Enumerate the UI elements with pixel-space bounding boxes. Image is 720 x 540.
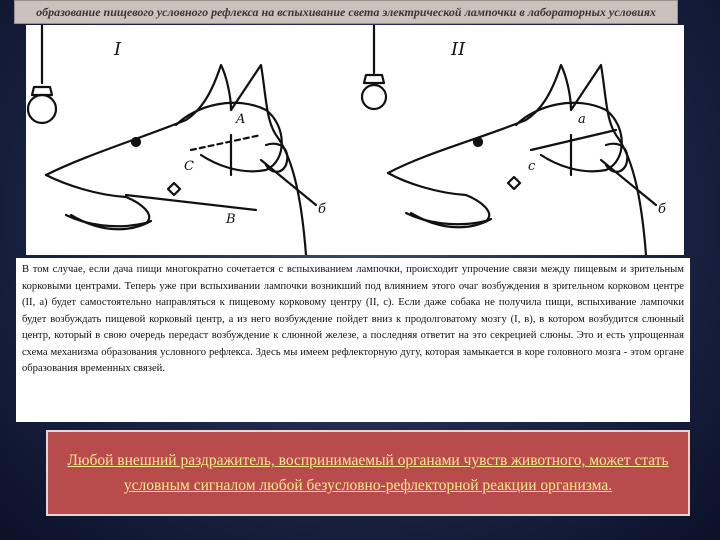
dog-head-right: [388, 65, 646, 255]
dog-head-left: [46, 65, 306, 255]
slide-title-bar: [14, 0, 678, 24]
pathway-a-right: [531, 130, 616, 150]
conclusion-text: Любой внешний раздражитель, воспринимаемый органами чувств животного, может стать условным сигналом любой безусловно-рефлекторной реакции организма.: [67, 452, 669, 494]
slide-title: образование пищевого условного рефлекса на вспыхивание света электрической лампочки в лабораторных условиях: [36, 4, 656, 19]
lamp-socket-left: [32, 87, 52, 95]
panel-label-left: I: [114, 39, 122, 60]
dog-mouth-left: [46, 175, 149, 226]
lamp-bulb-right: [362, 85, 386, 109]
salivary-star-left: [168, 183, 180, 195]
letter-c-right: c: [528, 159, 536, 174]
salivary-star-right: [508, 177, 520, 189]
letter-b-left: B: [226, 212, 236, 227]
dog-reflex-illustration: [26, 25, 684, 255]
dog-heads-diagram: [26, 25, 684, 255]
pathway-v-left: [261, 160, 316, 205]
letter-a-right: a: [578, 112, 586, 127]
explanation-paragraph: В том случае, если дача пищи многократно сочетается с вспыхиванием лампочки, происходит упрочение связи между пищевым и зрительным корковыми центрами. Теперь уже при вспыхивании лампочки возникший под влиянием этого очаг возбуждения в зрительном корковом центре (II, а) будет самостоятельно направляться к пищевому корковому центру (II, с). Если даже собака не получила пищи, вспыхивание лампочки будет возбуждать пищевой корковый центр, а из него возбуждение пойдет вниз к продолговатому мозгу (I, в), в котором возбудится слюнный центр, который в свою очередь передаст возбуждение к слюнной железе, а последняя ответит на это секрецией слюны. Это и есть упрощенная схема механизма образования условного рефлекса. Здесь мы имеем рефлекторную дугу, которая замыкается в коре головного мозга - этом органе образования временных связей.: [22, 264, 684, 374]
pathway-b-left: [126, 195, 256, 210]
letter-v-left: б: [318, 202, 326, 217]
letter-v-right: б: [658, 202, 666, 217]
letter-a-left: A: [236, 112, 246, 127]
letter-c-left: C: [184, 159, 194, 174]
lamp-socket-right: [364, 75, 384, 83]
dog-mouth-right: [388, 173, 489, 224]
pathway-a-left: [191, 135, 261, 150]
panel-label-right: II: [451, 39, 466, 60]
pathway-v-right: [601, 160, 656, 205]
explanation-text-panel: [16, 258, 690, 422]
dog-eye-right: [474, 138, 482, 146]
lamp-bulb-left: [28, 95, 56, 123]
conclusion-box: [46, 430, 690, 516]
dog-eye-left: [132, 138, 140, 146]
